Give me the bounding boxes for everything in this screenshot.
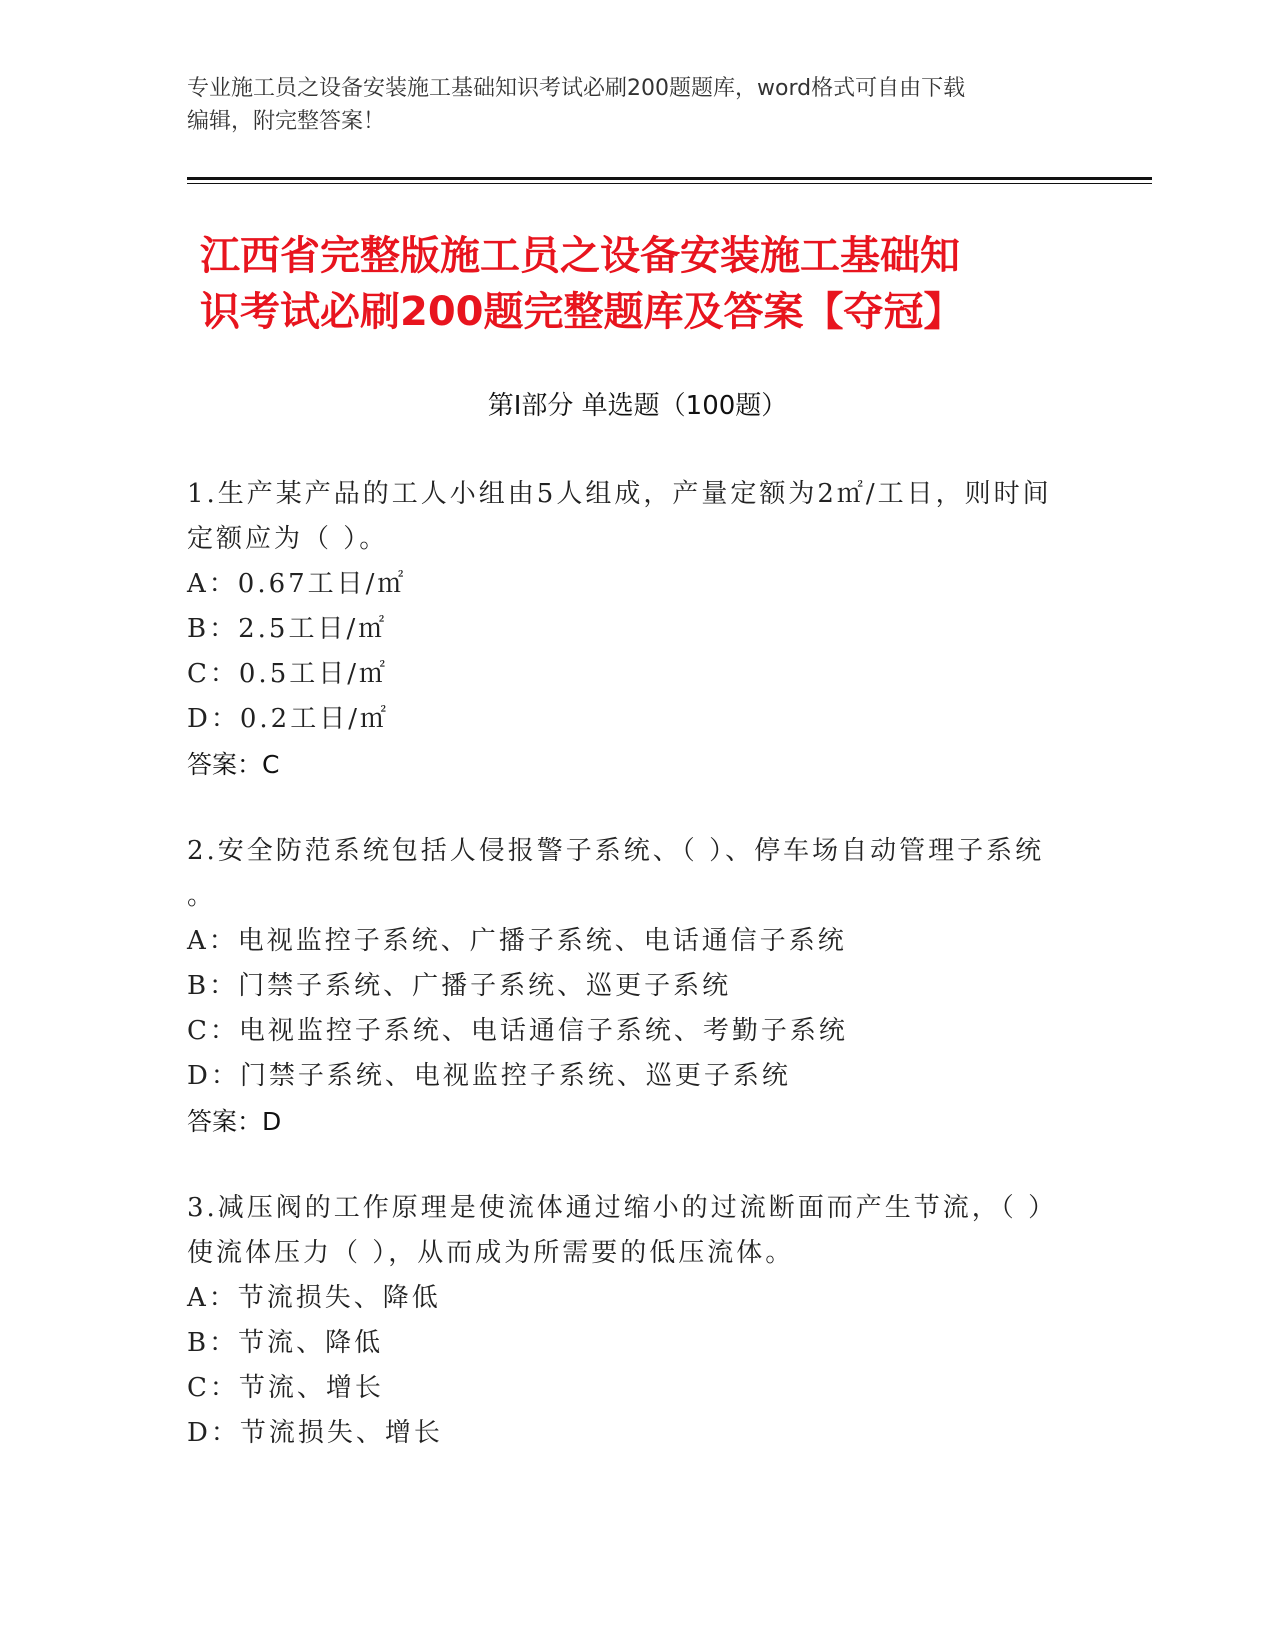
option-d: D：节流损失、增长: [187, 1418, 443, 1448]
option-d: D：门禁子系统、电视监控子系统、巡更子系统: [187, 1061, 791, 1091]
header-rule-thin: [187, 183, 1152, 184]
section-title: 第Ⅰ部分 单选题（100题）: [487, 391, 788, 421]
document-title-line-2: 识考试必刷200题完整题库及答案【夺冠】: [200, 289, 964, 335]
answer-label: 答案：C: [187, 750, 280, 779]
document-title-line-1: 江西省完整版施工员之设备安装施工基础知: [200, 233, 960, 279]
option-b: B：门禁子系统、广播子系统、巡更子系统: [187, 971, 732, 1001]
option-d: D：0.2工日/㎡: [187, 704, 389, 734]
option-c: C：节流、增长: [187, 1373, 384, 1403]
option-a: A：0.67工日/㎡: [187, 569, 407, 599]
header-note-line-2: 编辑，附完整答案！: [187, 109, 386, 134]
question-stem-line: 2.安全防范系统包括人侵报警子系统、（ ）、停车场自动管理子系统: [187, 836, 1045, 866]
header-note: [187, 72, 1067, 138]
document-title: [200, 228, 1100, 340]
option-a: A：节流损失、降低: [187, 1283, 441, 1313]
question-stem-line: 。: [187, 881, 217, 911]
option-b: B：节流、降低: [187, 1328, 384, 1358]
option-b: B：2.5工日/㎡: [187, 614, 388, 644]
answer-label: 答案：D: [187, 1107, 282, 1136]
option-c: C：0.5工日/㎡: [187, 659, 389, 689]
header-note-line-1: 专业施工员之设备安装施工基础知识考试必刷200题题库，word格式可自由下载: [187, 76, 966, 101]
question-3: [187, 1186, 1087, 1456]
option-a: A：电视监控子系统、广播子系统、电话通信子系统: [187, 926, 847, 956]
header-rule-thick: [187, 177, 1152, 180]
question-stem-line: 1.生产某产品的工人小组由5人组成，产量定额为2㎡/工日，则时间: [187, 479, 1052, 509]
question-stem-line: 3.减压阀的工作原理是使流体通过缩小的过流断面而产生节流，（ ）: [187, 1193, 1058, 1223]
question-1: [187, 472, 1087, 787]
question-2: [187, 829, 1087, 1144]
question-stem-line: 定额应为（ ）。: [187, 524, 389, 554]
question-stem-line: 使流体压力（ ），从而成为所需要的低压流体。: [187, 1238, 795, 1268]
question-list: [187, 472, 1087, 1498]
option-c: C：电视监控子系统、电话通信子系统、考勤子系统: [187, 1016, 848, 1046]
